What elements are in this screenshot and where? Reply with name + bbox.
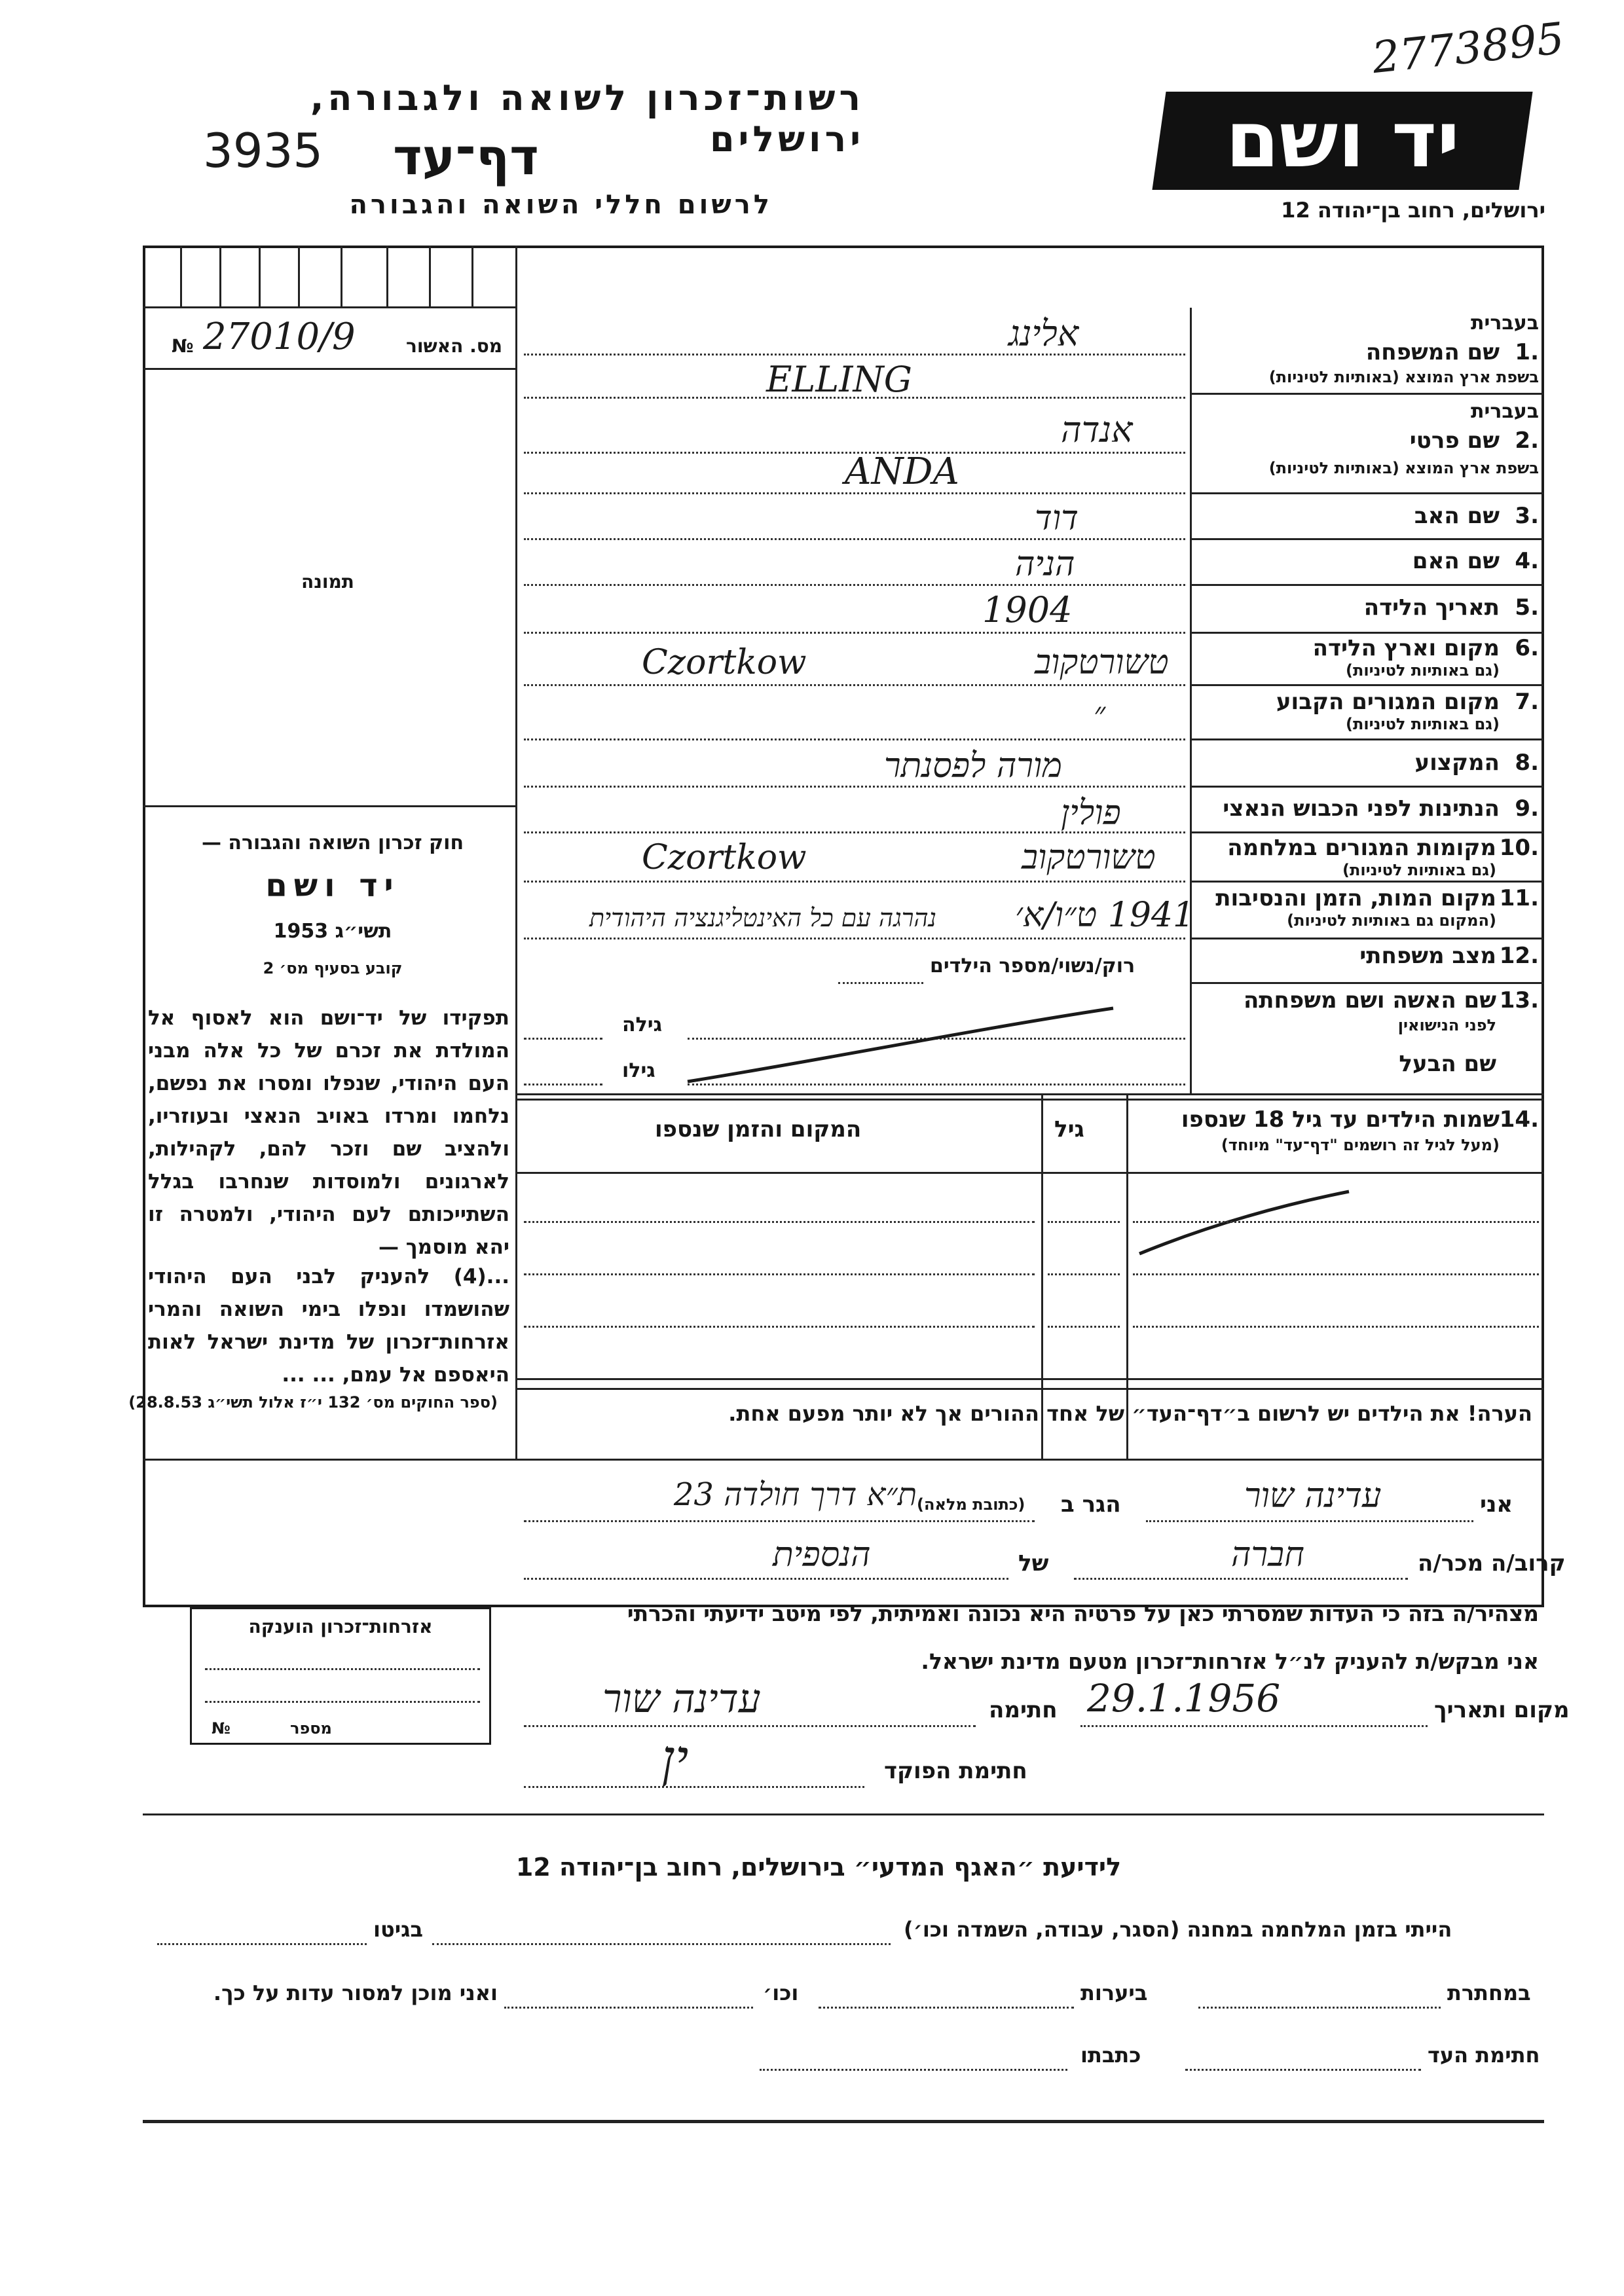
of-label: של bbox=[1018, 1550, 1049, 1576]
value-residence: ״ bbox=[1094, 695, 1106, 732]
value-father: דוד bbox=[1035, 499, 1079, 538]
field-2-hebrew-hint: בעברית bbox=[1471, 400, 1539, 423]
resides-label: הגר ב bbox=[1061, 1491, 1121, 1518]
children-header-line bbox=[516, 1172, 1544, 1174]
declarant-signature: עדינה שור bbox=[602, 1676, 761, 1722]
field-6-number: 6. bbox=[1515, 635, 1539, 661]
children-row-3 bbox=[524, 1326, 1035, 1328]
field-3-label: שם האב bbox=[1414, 503, 1500, 529]
field-13-number: 13. bbox=[1499, 987, 1539, 1013]
value-firstname-latin: ANDA bbox=[845, 450, 959, 493]
logo-text: יד ושם bbox=[1225, 94, 1460, 185]
field-2-number: 2. bbox=[1515, 428, 1539, 454]
wife-age-label: גילה bbox=[622, 1013, 662, 1036]
field-6-hint: (גם באותיות לטיניות) bbox=[1346, 661, 1500, 680]
field-7-label: מקום המגורים הקבוע bbox=[1276, 689, 1500, 715]
field-1-number: 1. bbox=[1515, 339, 1539, 365]
children-subtitle: (מעל לגיל זה רושמים "דף־עד" מיוחד) bbox=[1221, 1136, 1500, 1154]
officer-signature: ין bbox=[661, 1728, 689, 1789]
info-witness-signature-label: חתימת העד bbox=[1428, 2043, 1540, 2068]
place-date-value: 29.1.1956 bbox=[1087, 1676, 1281, 1721]
children-row-1-name bbox=[1133, 1221, 1539, 1223]
info-witness-signature-line bbox=[1185, 2069, 1421, 2071]
of-value: הנספית bbox=[773, 1535, 871, 1575]
field-6-label: מקום וארץ הלידה bbox=[1312, 635, 1500, 661]
field-3-number: 3. bbox=[1515, 503, 1539, 529]
value-death-circumstances: נהרגה עם כל האינטליגנציה היהודית bbox=[589, 903, 937, 932]
info-address-line bbox=[760, 2069, 1067, 2071]
info-camp-line bbox=[432, 1943, 891, 1945]
note-bottom-line bbox=[143, 1459, 1544, 1461]
info-etc-label: וכו׳ bbox=[763, 1980, 799, 2005]
field-11-hint: (המקום גם באותיות לטיניות) bbox=[1287, 911, 1496, 930]
children-top-line bbox=[516, 1093, 1544, 1095]
declarant-i-label: אני bbox=[1480, 1491, 1513, 1518]
children-row-3-name bbox=[1133, 1326, 1539, 1328]
info-bottom-line bbox=[143, 2120, 1544, 2123]
field-2-label: שם פרטי bbox=[1409, 428, 1500, 454]
value-birthplace-latin: Czortkow bbox=[642, 643, 807, 682]
field-7-number: 7. bbox=[1515, 689, 1539, 715]
citizenship-title: אזרחות־זכרון הוענקה bbox=[248, 1616, 433, 1637]
value-wartime-residence-hebrew: טשורטקוב bbox=[1022, 838, 1156, 877]
law-source: (ספר החוקים מס׳ 132 י״ז אלול תשי״ג 28.8.53) bbox=[128, 1393, 498, 1412]
info-top-line bbox=[143, 1813, 1544, 1815]
registration-number: 27010/9 bbox=[203, 316, 356, 358]
children-row-3-age bbox=[1048, 1326, 1120, 1328]
form-subtitle: לרשום חללי השואה והגבורה bbox=[349, 190, 773, 220]
law-title: חוק זכרון השואה והגבורה — bbox=[201, 831, 464, 854]
field-9-number: 9. bbox=[1515, 795, 1539, 822]
officer-label: חתימת הפוקד bbox=[884, 1758, 1027, 1784]
children-row-2 bbox=[524, 1273, 1035, 1275]
value-death-date: 1941 ט״ו/א׳ bbox=[1015, 896, 1195, 935]
children-title: שמות הילדים עד גיל 18 שנספו bbox=[1181, 1106, 1500, 1133]
declarant-address: ת״א דרך חולדה 23 bbox=[673, 1476, 917, 1513]
field-10-label: מקומות המגורים במלחמה bbox=[1227, 835, 1496, 861]
value-surname-latin: ELLING bbox=[766, 359, 912, 400]
place-date-line bbox=[1080, 1725, 1428, 1727]
citizenship-box bbox=[190, 1607, 491, 1745]
value-firstname-hebrew: אנדה bbox=[1061, 409, 1133, 450]
officer-line bbox=[524, 1786, 864, 1788]
note-text: הערה! את הילדים יש לרשום ב״דף־העד״ של אחד ההורים אך לא יותר מפעם אחת. bbox=[728, 1401, 1532, 1426]
field-10-number: 10. bbox=[1499, 835, 1539, 861]
declarant-name: עדינה שור bbox=[1244, 1476, 1382, 1516]
children-row-1 bbox=[524, 1221, 1035, 1223]
field-8-label: המקצוע bbox=[1414, 750, 1500, 776]
page-number: 3935 bbox=[203, 123, 323, 178]
children-col-age: גיל bbox=[1054, 1116, 1084, 1142]
children-row-2-age bbox=[1048, 1273, 1120, 1275]
of-line bbox=[524, 1578, 1008, 1580]
field-1-hebrew-hint: בעברית bbox=[1471, 312, 1539, 335]
form-title: דף־עד bbox=[393, 128, 539, 186]
field-13-label: שם האשה ושם משפחתה bbox=[1243, 987, 1496, 1013]
law-clause: קובע בסעיף מס׳ 2 bbox=[263, 959, 403, 977]
signature-label: חתימה bbox=[989, 1697, 1058, 1723]
field-9-label: הנתינות לפני הכבוש הנאצי bbox=[1223, 795, 1500, 822]
husband-age-label: גילו bbox=[622, 1059, 655, 1082]
archive-number: 2773895 bbox=[1369, 12, 1567, 84]
value-surname-hebrew: אלינג bbox=[1008, 313, 1079, 354]
children-number: 14. bbox=[1499, 1106, 1539, 1133]
citizenship-number-label: מספר bbox=[290, 1719, 332, 1738]
declarant-name-line bbox=[1146, 1520, 1473, 1522]
declaration-text: מצהיר/ה בזה כי העדות שמסרתי כאן על פרטיה היא נכונה ואמיתית, לפי מיטב ידיעתי והכרתי bbox=[627, 1601, 1539, 1626]
field-11-number: 11. bbox=[1499, 885, 1539, 911]
field-13-hint: לפני הנישואין bbox=[1397, 1016, 1496, 1034]
citizenship-number-symbol: № bbox=[212, 1719, 231, 1738]
value-wartime-residence-latin: Czortkow bbox=[642, 838, 807, 877]
info-address-label: כתבתו bbox=[1080, 2043, 1141, 2068]
field-1-native-hint: בשפת ארץ המוצא (באותיות לטיניות) bbox=[1268, 368, 1539, 386]
value-mother: הניה bbox=[1015, 545, 1075, 584]
field-11-label: מקום המות, הזמן והנסיבות bbox=[1215, 885, 1496, 911]
info-camp-label: הייתי בזמן המלחמה במחנה (הסגר, עבודה, השמדה וכו׳) bbox=[904, 1917, 1452, 1942]
field-2-native-hint: בשפת ארץ המוצא (באותיות לטיניות) bbox=[1268, 459, 1539, 477]
value-birthplace-hebrew: טשורטקוב bbox=[1035, 643, 1169, 682]
address: ירושלים, רחוב בן־יהודה 12 bbox=[1281, 198, 1545, 223]
children-row-2-name bbox=[1133, 1273, 1539, 1275]
citizenship-line-1 bbox=[205, 1668, 480, 1670]
place-date-label: מקום ותאריך bbox=[1434, 1697, 1570, 1723]
children-row-1-age bbox=[1048, 1221, 1120, 1223]
husband-label: שם הבעל bbox=[1399, 1051, 1496, 1077]
institution-title: רשות־זכרון לשואה ולגבורה, ירושלים bbox=[310, 77, 864, 160]
address-hint: (כתובת מלאה) bbox=[917, 1495, 1025, 1514]
field-7-hint: (גם באותיות לטיניות) bbox=[1346, 715, 1500, 733]
field-8-number: 8. bbox=[1515, 750, 1539, 776]
request-text: אני מבקש/ת להעניק לנ״ל אזרחות־זכרון מטעם מדינת ישראל. bbox=[921, 1649, 1539, 1674]
info-title: לידיעת ״האגף המדעי״ בירושלים, רחוב בן־יהודה 12 bbox=[515, 1853, 1122, 1882]
info-forests-line bbox=[819, 2007, 1074, 2009]
info-ghetto-label: בגיטו bbox=[373, 1917, 423, 1942]
registration-number-symbol: № bbox=[172, 335, 194, 357]
law-name: יד ושם bbox=[265, 867, 400, 904]
value-birth-date: 1904 bbox=[982, 589, 1073, 630]
info-ghetto-line bbox=[157, 1943, 367, 1945]
relation-line bbox=[1074, 1578, 1408, 1580]
info-forests-label: ביערות bbox=[1080, 1980, 1148, 2005]
children-bottom-line bbox=[516, 1378, 1544, 1380]
address-line bbox=[524, 1520, 1035, 1522]
children-col-place: המקום והזמן שנספו bbox=[655, 1116, 862, 1142]
relation-value: חברה bbox=[1231, 1535, 1304, 1575]
field-12-number: 12. bbox=[1499, 943, 1539, 969]
info-ready-label: ואני מוכן למסור עדות על כך. bbox=[213, 1980, 498, 2005]
note-top-line bbox=[516, 1388, 1544, 1390]
registration-label: מס. האשור bbox=[406, 335, 502, 357]
marital-status-options: רוק/נשוי/מספר הילדים bbox=[930, 955, 1135, 977]
value-citizenship: פולין bbox=[1061, 793, 1121, 833]
field-4-number: 4. bbox=[1515, 548, 1539, 574]
field-1-label: שם המשפחה bbox=[1365, 339, 1500, 365]
value-profession: מורה לפסנתר bbox=[884, 746, 1062, 786]
info-underground-line bbox=[1198, 2007, 1441, 2009]
info-underground-label: במחתרת bbox=[1447, 1980, 1531, 2005]
field-10-hint: (גם באותיות לטיניות) bbox=[1342, 861, 1496, 879]
info-etc-line bbox=[504, 2007, 753, 2009]
law-paragraph-2: ...(4) להעניק לבני העם היהודי שהושמדו ונפלו בימי השואה והמרי אזרחות־זכרון של מדינת ישראל לאות היאספם אל עמם, ... ... bbox=[148, 1265, 509, 1387]
law-paragraph-1: תפקידו של יד־ושם הוא לאסוף אל המולדת את זכרם של כל אלה מבני העם היהודי, שנפלו ומסרו את נפשם, נלחמו ומרדו באויב הנאצי ובעוזריו, ולהציב שם וזכר להם, לקהילות, לארגונים ולמוסדות שנחרבו בגלל השתייכותם לעם היהודי, ולמטרה זו יהא מוסמך — bbox=[148, 1006, 509, 1259]
field-4-label: שם האם bbox=[1412, 548, 1500, 574]
children-top-line-2 bbox=[516, 1099, 1544, 1101]
citizenship-line-2 bbox=[205, 1701, 480, 1703]
photo-label: תמונה bbox=[301, 571, 354, 592]
field-5-number: 5. bbox=[1515, 594, 1539, 621]
field-12-label: מצב משפחתי bbox=[1359, 943, 1496, 969]
signature-line bbox=[524, 1725, 976, 1727]
law-year: תשי״ג 1953 bbox=[273, 920, 392, 943]
relation-label: קרוב/ה מכר/ה bbox=[1418, 1550, 1566, 1576]
field-5-label: תאריך הלידה bbox=[1363, 594, 1500, 621]
